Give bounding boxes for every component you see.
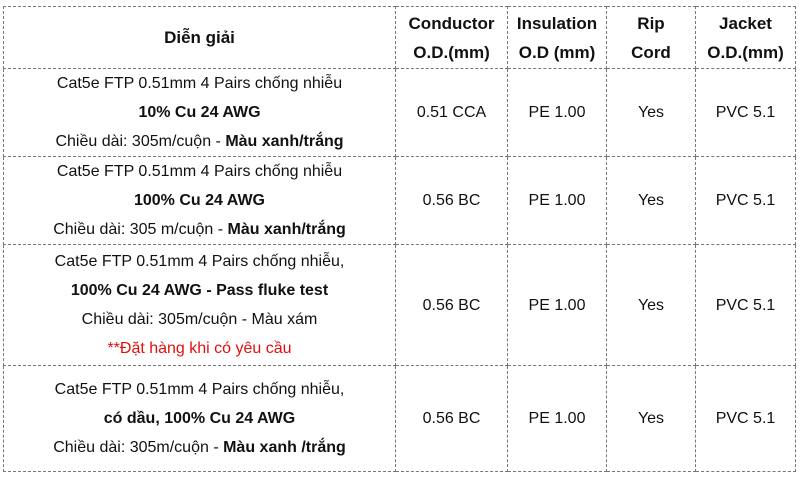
header-conductor — [396, 7, 508, 69]
header-insulation-line1: Insulation — [516, 13, 598, 33]
header-jacket — [696, 7, 796, 69]
description-line2: có dầu, 100% Cu 24 AWG — [103, 410, 296, 427]
jacket-cell: PVC 5.1 — [696, 69, 796, 157]
header-rip-line2: Cord — [631, 42, 671, 62]
rip-cord-cell: Yes — [607, 366, 696, 472]
conductor-cell: 0.51 CCA — [396, 69, 508, 157]
header-insulation — [508, 7, 607, 69]
header-jacket-line2: O.D.(mm) — [707, 42, 784, 62]
header-jacket-line1: Jacket — [719, 13, 772, 33]
description-line3: Chiều dài: 305m/cuộn - Màu xanh/trắng — [55, 133, 344, 150]
table-row — [4, 366, 796, 472]
conductor-cell: 0.56 BC — [396, 245, 508, 366]
rip-cord-cell: Yes — [607, 69, 696, 157]
cable-spec-table — [3, 6, 796, 472]
header-rip-line1: Rip — [637, 13, 665, 33]
description-line3: Chiều dài: 305m/cuộn - Màu xanh /trắng — [53, 439, 346, 456]
insulation-cell: PE 1.00 — [508, 157, 607, 245]
header-insulation-line2: O.D (mm) — [518, 42, 596, 62]
header-conductor-line1: Conductor — [408, 13, 495, 33]
header-rip-cord — [607, 7, 696, 69]
description-line2: 100% Cu 24 AWG - Pass fluke test — [70, 282, 329, 299]
description-cell — [4, 245, 396, 366]
jacket-cell: PVC 5.1 — [696, 157, 796, 245]
table-row — [4, 157, 796, 245]
description-line2: 10% Cu 24 AWG — [138, 104, 261, 121]
description-cell — [4, 157, 396, 245]
table-header-row — [4, 7, 796, 69]
insulation-cell: PE 1.00 — [508, 366, 607, 472]
description-line3: Chiều dài: 305m/cuộn - Màu xám — [81, 311, 318, 328]
rip-cord-cell: Yes — [607, 157, 696, 245]
conductor-cell: 0.56 BC — [396, 366, 508, 472]
order-note: **Đặt hàng khi có yêu cầu — [107, 340, 292, 357]
jacket-cell: PVC 5.1 — [696, 366, 796, 472]
jacket-cell: PVC 5.1 — [696, 245, 796, 366]
insulation-cell: PE 1.00 — [508, 69, 607, 157]
description-line1: Cat5e FTP 0.51mm 4 Pairs chống nhiễu, — [54, 253, 345, 270]
description-line3: Chiều dài: 305 m/cuộn - Màu xanh/trắng — [53, 221, 346, 238]
table-row — [4, 245, 796, 366]
description-line1: Cat5e FTP 0.51mm 4 Pairs chống nhiễu — [56, 163, 343, 180]
description-cell — [4, 69, 396, 157]
insulation-cell: PE 1.00 — [508, 245, 607, 366]
rip-cord-cell: Yes — [607, 245, 696, 366]
header-description: Diễn giải — [4, 7, 396, 69]
table-row — [4, 69, 796, 157]
description-cell — [4, 366, 396, 472]
header-conductor-line2: O.D.(mm) — [413, 42, 490, 62]
description-line1: Cat5e FTP 0.51mm 4 Pairs chống nhiễu — [56, 75, 343, 92]
conductor-cell: 0.56 BC — [396, 157, 508, 245]
description-line1: Cat5e FTP 0.51mm 4 Pairs chống nhiễu, — [54, 381, 345, 398]
description-line2: 100% Cu 24 AWG — [133, 192, 265, 209]
